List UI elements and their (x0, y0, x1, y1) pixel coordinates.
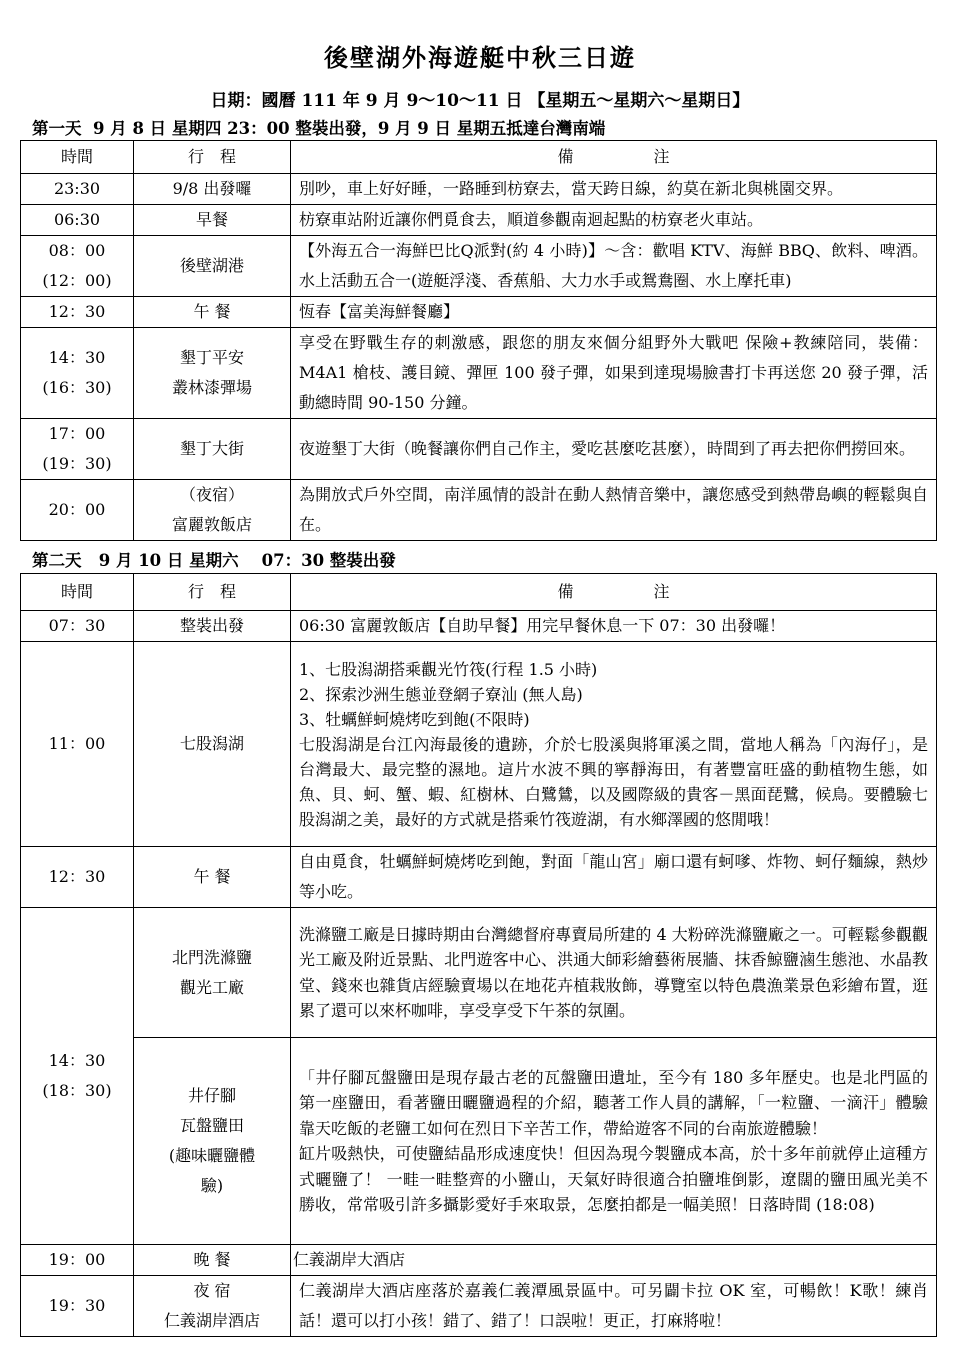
day1-heading: 第一天 9 月 8 日 星期四 23：00 整裝出發，9 月 9 日 星期五抵達台灣南端 (32, 119, 606, 138)
note-cell: 自由覓食，牡蠣鮮蚵燒烤吃到飽，對面「龍山宮」廟口還有蚵嗲、炸物、蚵仔麵線，熱炒等小吃。 (291, 847, 937, 908)
itinerary-cell: 後壁湖港 (134, 236, 291, 297)
itinerary-cell: 午 餐 (134, 297, 291, 328)
table-row (21, 480, 937, 541)
table-header-row (21, 141, 937, 174)
table-row (21, 908, 937, 1038)
time-cell: 19：00 (21, 1245, 134, 1276)
time-start: 14：30 (48, 1051, 106, 1070)
table-row (21, 174, 937, 205)
note-cell: 仁義湖岸大酒店 (291, 1245, 937, 1276)
table-row (21, 642, 937, 847)
itinerary-cell: 墾丁大街 (134, 419, 291, 480)
itinerary-cell (134, 1038, 291, 1245)
time-cell: 11：00 (21, 642, 134, 847)
time-start: 17：00 (48, 424, 106, 443)
header-itinerary: 行 程 (134, 574, 291, 611)
place-line: 驗) (200, 1176, 224, 1195)
header-time: 時間 (21, 574, 134, 611)
note-cell: 別吵，車上好好睡，一路睡到枋寮去，當天跨日線，約莫在新北與桃園交界。 (291, 174, 937, 205)
day1-table (20, 140, 937, 541)
itinerary-cell: 整裝出發 (134, 611, 291, 642)
day2-heading: 第二天 9 月 10 日 星期六 07：30 整裝出發 (32, 551, 396, 570)
itinerary-cell: 晚 餐 (134, 1245, 291, 1276)
place-line: (趣味曬鹽體 (168, 1146, 256, 1165)
note-cell: 為開放式戶外空間，南洋風情的設計在動人熱情音樂中，讓您感受到熱帶島嶼的輕鬆與自在。 (291, 480, 937, 541)
itinerary-cell: 9/8 出發囉 (134, 174, 291, 205)
note-cell: 夜遊墾丁大街（晚餐讓你們自己作主，愛吃甚麼吃甚麼），時間到了再去把你們撈回來。 (291, 419, 937, 480)
note-list-item: 3、牡蠣鮮蚵燒烤吃到飽(不限時) (299, 709, 530, 729)
note-cell: 洗滌鹽工廠是日據時期由台灣總督府專賣局所建的 4 大粉碎洗滌鹽廠之一。可輕鬆參觀觀光工廠及附近景點、北門遊客中心、洪通大師彩繪藝術展牆、抹香鯨鹽滷生態池、水晶教堂、錢來也雜貨店經驗賣場以在地花卉植栽妝飾，導覽室以特色農漁業景色彩繪布置，逛累了還可以來杯咖啡，享受享受下午茶的氛圍。 (291, 908, 937, 1038)
itinerary-cell (134, 328, 291, 419)
note-cell (291, 1038, 937, 1245)
table-row (21, 1245, 937, 1276)
place-line: 北門洗滌鹽 (171, 947, 252, 967)
page-title: 後壁湖外海遊艇中秋三日遊 (324, 43, 636, 72)
date-line: 日期：國曆 111 年 9 月 9～10～11 日 【星期五～星期六～星期日】 (210, 91, 750, 111)
header-notes: 備 注 (291, 141, 937, 174)
place-line: 富麗敦飯店 (171, 515, 252, 534)
time-cell: 20：00 (21, 480, 134, 541)
note-paragraph: 七股潟湖是台江內海最後的遺跡，介於七股溪與將軍溪之間，當地人稱為「內海仔」，是台灣最大、最完整的濕地。這片水波不興的寧靜海田，有著豐富旺盛的動植物生態，如魚、貝、蚵、蟹、蝦、紅樹林、白鷺鷥，以及國際級的貴客－黑面琵鷺，候鳥。要體驗七股潟湖之美，最好的方式就是搭乘竹筏遊湖，有水鄉澤國的悠閒哦！ (299, 734, 928, 829)
time-cell: 12：30 (21, 297, 134, 328)
time-cell: 23:30 (21, 174, 134, 205)
time-alt: (12：00) (42, 271, 112, 290)
itinerary-cell: 七股潟湖 (134, 642, 291, 847)
itinerary-cell (134, 480, 291, 541)
place-line: 井仔腳 (187, 1086, 236, 1105)
place-line: 叢林漆彈場 (171, 378, 252, 397)
table-row (21, 1038, 937, 1245)
place-line: （夜宿） (179, 485, 244, 504)
day2-table (20, 573, 937, 1337)
note-cell: 枋寮車站附近讓你們覓食去，順道參觀南迴起點的枋寮老火車站。 (291, 205, 937, 236)
note-paragraph: 缸片吸熱快，可使鹽結晶形成速度快！但因為現今製鹽成本高，於十多年前就停止這種方式曬鹽了！ 一畦一畦整齊的小鹽山，天氣好時很適合拍鹽堆倒影，遼闊的鹽田風光美不勝收，常常吸引許多攝影愛好手來取景，怎麼拍都是一幅美照！日落時間 (18:08) (299, 1144, 928, 1214)
header-time: 時間 (21, 141, 134, 174)
table-row (21, 205, 937, 236)
place-line: 仁義湖岸酒店 (163, 1311, 260, 1330)
table-row (21, 328, 937, 419)
note-cell: 享受在野戰生存的刺激感，跟您的朋友來個分組野外大戰吧 保險+教練陪同，裝備：M4A1 槍枝、護目鏡、彈匣 100 發子彈，如果到達現場臉書打卡再送您 20 發子彈，活動總時間 90-150 分鐘。 (291, 328, 937, 419)
table-row (21, 297, 937, 328)
time-cell (21, 328, 134, 419)
time-alt: (16：30) (42, 378, 112, 397)
header-itinerary: 行 程 (134, 141, 291, 174)
itinerary-cell (134, 1276, 291, 1337)
time-cell (21, 419, 134, 480)
table-row (21, 847, 937, 908)
note-cell: 06:30 富麗敦飯店【自助早餐】用完早餐休息一下 07：30 出發囉！ (291, 611, 937, 642)
note-cell (291, 642, 937, 847)
time-alt: (19：30) (42, 454, 112, 473)
place-line: 瓦盤鹽田 (179, 1116, 244, 1135)
table-header-row (21, 574, 937, 611)
itinerary-cell: 早餐 (134, 205, 291, 236)
time-cell: 07：30 (21, 611, 134, 642)
note-list-item: 1、七股潟湖搭乘觀光竹筏(行程 1.5 小時) (299, 659, 598, 679)
note-paragraph: 「井仔腳瓦盤鹽田是現存最古老的瓦盤鹽田遺址，至今有 180 多年歷史。也是北門區的第一座鹽田，看著鹽田曬鹽過程的介紹，聽著工作人員的講解，「一粒鹽、一滴汗」體驗靠天吃飯的老鹽工如何在烈日下辛苦工作，帶給遊客不同的台南旅遊體驗！ (299, 1067, 928, 1138)
header-notes: 備 注 (291, 574, 937, 611)
note-cell: 仁義湖岸大酒店座落於嘉義仁義潭風景區中。可另闢卡拉 OK 室，可暢飲！K歌！練肖話！還可以打小孩！錯了、錯了！口誤啦！更正，打麻將啦！ (291, 1276, 937, 1337)
time-cell (21, 236, 134, 297)
time-cell (21, 908, 134, 1245)
time-cell: 06:30 (21, 205, 134, 236)
place-line: 夜 宿 (193, 1281, 231, 1300)
place-line: 觀光工廠 (179, 977, 244, 997)
itinerary-cell: 午 餐 (134, 847, 291, 908)
time-start: 14：30 (48, 348, 106, 367)
note-cell: 恆春【富美海鮮餐廳】 (291, 297, 937, 328)
time-start: 08：00 (48, 241, 106, 260)
time-cell: 12：30 (21, 847, 134, 908)
table-row (21, 611, 937, 642)
itinerary-cell (134, 908, 291, 1038)
note-list-item: 2、探索沙洲生態並登網子寮汕 (無人島) (299, 684, 583, 704)
note-cell: 【外海五合一海鮮巴比Q派對(約 4 小時)】～含：歡唱 KTV、海鮮 BBQ、飲料、啤酒。水上活動五合一(遊艇浮淺、香蕉船、大力水手或鴛鴦圈、水上摩托車) (291, 236, 937, 297)
table-row (21, 236, 937, 297)
time-alt: (18：30) (42, 1081, 112, 1100)
table-row (21, 1276, 937, 1337)
time-cell: 19：30 (21, 1276, 134, 1337)
place-line: 墾丁平安 (179, 348, 244, 367)
table-row (21, 419, 937, 480)
